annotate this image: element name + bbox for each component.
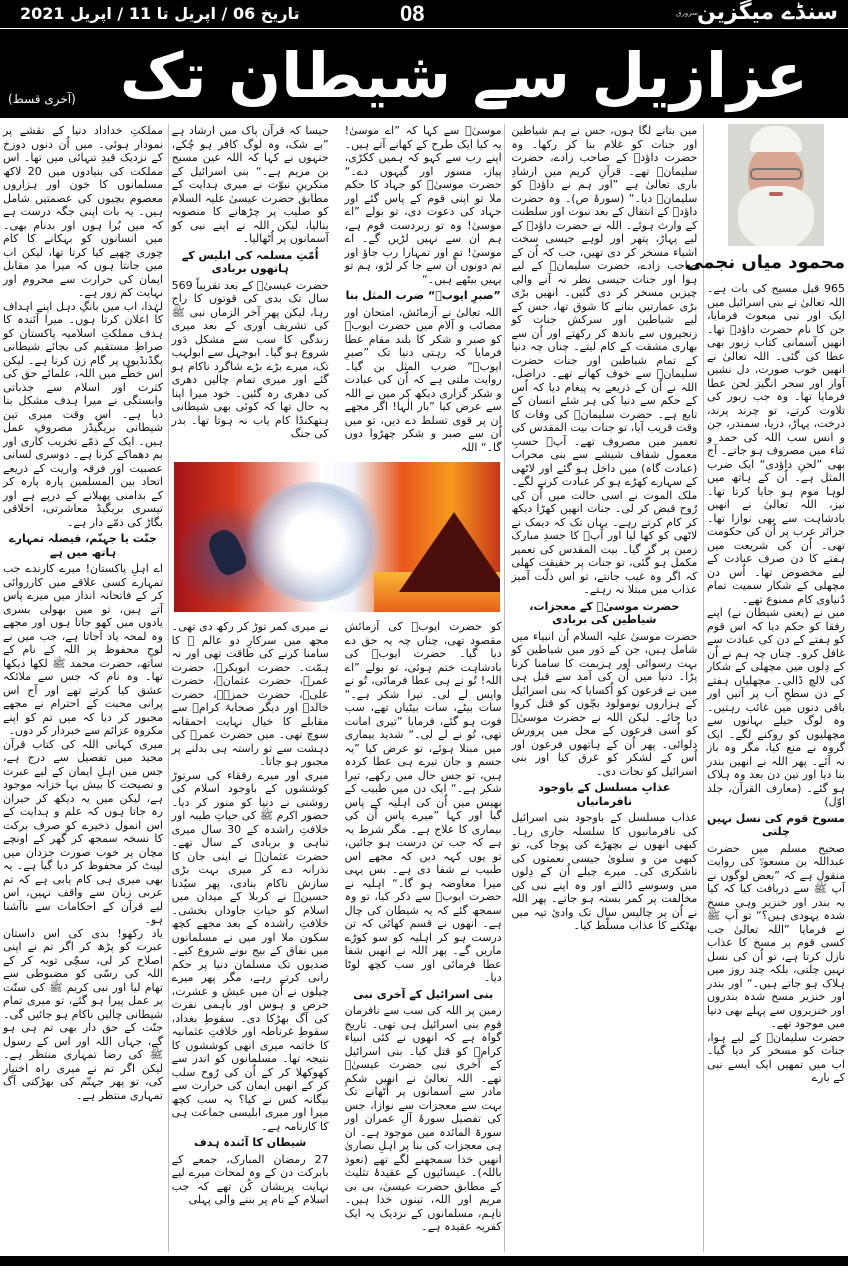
author-name: محمود میاں نجمی xyxy=(685,252,845,273)
page-number: 08 xyxy=(400,1,425,26)
author-mouth xyxy=(769,192,783,196)
article-column-2 xyxy=(504,124,704,1252)
publication-logo: سنڈے میگزین xyxy=(696,0,838,25)
paragraph: میری اور میرے رفقاء کی سرتوڑ کوششوں کے باوجود اسلام کی روشنی نے دنیا کو منور کر دیا۔ حضور اکرم ﷺ کی حیاتِ طیبہ اور خلافتِ راشدہ کے 30 سال میری تباہی و بربادی کے سال تھے۔ حضرت عثمانؓ نے اپنی جان کا نذرانہ دے کر میری بہت بڑی سازش ناکام بنادی، پھر سیّدنا حسینؓ نے کربلا کے میدان میں اسلام کو حیاتِ جاوداں بخشی۔ خلافتِ راشدہ کے بعد مجھے کچھ سکون ملا اور میں نے مسلمانوں میں نفاق کے بیج بونے شروع کیے۔ صدیوں تک مسلمان دنیا پر حکم رانی کرتے رہے، مگر پھر میرے چیلوں نے اُن میں عیش و عشرت، حرص و ہوس اور باہمی نفرت کی آگ بھڑکا دی۔ سقوطِ بغداد، سقوطِ غرناطہ اور خلافتِ عثمانیہ کا خاتمہ میری انھی کوششوں کا نتیجہ تھا۔ مسلمانوں کو اندر سے کھوکھلا کر کے اُن کی رُوح سلب کر کے انھیں ایمان کی حرارت سے بیگانہ کس نے کیا؟ یہ سب کچھ میرا اور میری ابلیسی جماعت ہی کا کارنامہ ہے۔ xyxy=(171,768,329,1133)
paragraph: 965 قبل مسیح کی بات ہے۔ اللہ تعالیٰ نے بنی اسرائیل میں ایک اور نبی مبعوث فرمایا، جن کا نام حضرت داؤدؑ تھا۔ انھیں آسمانی کتاب زبور بھی عطا کی گئی۔ اللہ تعالیٰ نے انھیں خوب صورت، دل نشیں آواز اور سحر انگیز لحن عطا فرمایا تھا۔ وہ جب زبور کی تلاوت کرتے، تو چرند پرند، درخت، پہاڑ، دریا، سمندر، جن و انس سب اللہ کی حمد و ثناء میں مصروف ہو جاتے۔ آج بھی ”لحنِ داؤدی“ ایک ضرب المثل ہے۔ اُن کے ہاتھ میں لوہا موم ہو جایا کرتا تھا۔ نیز، اللہ تعالیٰ نے انھیں بادشاہت سے بھی نوازا تھا۔ جزائر عرب پر اُن کی حکومت تھی۔ اُن کی شریعت میں ہفتے کا دن صرف عبادت کے لیے مخصوص تھا۔ اُس دن مچھلی کے شکار سمیت تمام دُنیاوی کام ممنوع تھے۔ xyxy=(706,282,845,606)
paragraph: زمین پر اللہ کی سب سے نافرمان قوم بنی اسرائیل ہی تھی۔ تاریخ گواہ ہے کہ انھوں نے کئی انبیاء کرامؑ کو قتل کیا۔ بنی اسرائیل کے آخری نبی حضرت عیسیٰؑ تھے۔ اللہ تعالیٰ نے انھیں شکمِ مادر سے آسمانوں پر اُٹھانے تک بہت سے معجزات سے نوازا، جس کی تفصیل سورۂ آلِ عمران اور سورۃ المائدہ میں موجود ہے۔ ان ہی معجزات کی بنا پر اہلِ نصاریٰ انھیں خدا سمجھنے لگے تھے (نعوذ باللہ)۔ عیسائیوں کے عقیدۂ تثلیث کے مطابق حضرت عیسیٰ، بی بی مریم اور اللہ، تینوں خدا ہیں۔ تاہم، مسلمانوں کے نزدیک یہ ایک کفریہ عقیدہ ہے۔ xyxy=(344,1004,502,1233)
subheading: حضرت موسیٰؑ کے معجزات، شیاطین کی بربادی xyxy=(529,599,680,626)
paragraph: حضرت سلیمانؑ کے لیے ہوا، جنات کو مسخر کر دیا گیا۔ اب میں تمھیں ایک ایسے نبی کے بارے xyxy=(706,1030,845,1084)
subheading: بنی اسرائیل کے آخری نبی xyxy=(353,987,494,1001)
author-cap xyxy=(750,126,802,152)
center-columns xyxy=(172,124,502,1252)
right-column xyxy=(685,124,845,1252)
paragraph: یاد رکھو! بدی کی اس داستان عبرت کو پڑھ کر اگر تم نے اپنی اصلاح کر لی، سچّی توبہ کر کے اللہ کی رسّی کو مضبوطی سے تھام لیا اور نبی کریم ﷺ کی سنّت پر عمل پیرا ہو گئے، تو میری تمام شیطانی چالیں ناکام ہو جائیں گی۔ جنّت کے حق دار بھی تم ہی ہو گے، جہاں اللہ اور اس کے رسول ﷺ کی رضا تمہاری منتظر ہے۔ لیکن اگر تم نے میری راہ اختیار کی، تو پھر جہنّم کی بھڑکتی آگ تمہاری منتظر ہے۔ xyxy=(3,926,163,1102)
subheading: مسوخ قوم کی نسل نہیں چلتی xyxy=(706,811,845,838)
section-label: سرورق xyxy=(676,9,698,17)
paragraph: اللہ تعالیٰ نے آزمائش، امتحان اور مصائب و آلام میں حضرت ایوبؑ کو صبر و شکر کا بلند مقام عطا فرمایا کہ رہتی دنیا تک ”صبرِ ایوبؑ“ ضرب المثل بن گیا۔ روایت ملتی ہے کہ اُن کی عبادت و شکر گزاری دیکھ کر میں نے اللہ سے عرض کیا ”بار الٰہا! اگر مجھے ان پر قوی تسلط دے دیں، تو میں اُن سے صبر و شکر چھڑوا دوں گا۔“ اللہ xyxy=(344,305,502,454)
issue-date: تاریخ 06 / اپریل تا 11 / اپریل 2021 xyxy=(20,4,300,23)
article-column-1 xyxy=(707,282,845,1085)
article-body xyxy=(0,118,848,1252)
article-title: عزازیل سے شیطان تک xyxy=(119,39,808,112)
paragraph: صحیح مسلم میں حضرت عبداللہ بن مسعودؓ کی روایت منقول ہے کہ ”بعض لوگوں نے آپ ﷺ سے دریافت کیا کہ کیا یہ بندر اور خنزیر وہی مسخ شدہ یہودی ہیں؟“ تو آپ ﷺ نے فرمایا ”اللہ تعالیٰ جب کسی قوم پر مسخ کا عذاب نازل کرتا ہے، تو اُن کی نسل نہیں چلتی، بلکہ چند روز میں ہلاک ہو جاتے ہیں۔“ اور بندر اور خنزیر مسخ شدہ بندروں اور خنزیروں سے پہلے بھی دنیا میں موجود تھے۔ xyxy=(706,841,845,1030)
paragraph: مملکتِ خداداد دنیا کے نقشے پر نمودار ہوئی۔ میں اُن دنوں دوزخ کے نزدیک قیدِ تنہائی میں تھا۔ اس مملکت کی بنیادوں میں 20 لاکھ مسلمانوں کا خون اور ہزاروں معصوم بچیوں کی عصمتیں شامل ہیں۔ یہ بات اپنی جگہ درست ہے کہ میں بُرا ہوں اور بدنام بھی۔ میں انسانوں کو بہکانے کا کام چوری چھپے کیا کرتا تھا، لیکن اب میں جانتا ہوں کہ میرا مدِ مقابل ایمان کی حرارت سے محروم اور نہایت کم زور ہے۔ xyxy=(3,124,163,299)
article-column-4-top xyxy=(172,124,329,454)
paragraph: نے میری کمر توڑ کر رکھ دی تھی۔ مجھ میں سرکارِ دو عالم ﷺ کا سامنا کرنے کی طاقت تھی اور نہ ہمّت۔ حضرت ابوبکرؓ، حضرت عمرؓ، حضرت عثمانؓ، حضرت علیؓ، حضرت حمزہؓ، حضرت خالدؓ اور دیگر صحابۂ کرامؓ سے مقابلے کا خیال نہایت احمقانہ سوچ تھی۔ میں حضرت عمرؓ کی دہشت سے تو راستہ ہی بدلنے پر مجبور ہو جاتا۔ xyxy=(171,620,329,768)
masthead-strip xyxy=(0,0,848,29)
article-column-3-bottom xyxy=(345,620,502,1234)
volcano xyxy=(399,512,500,592)
subheading: اُمّتِ مسلمہ کی ابلیس کے ہاتھوں بربادی xyxy=(181,248,319,275)
subheading: عذابِ مسلسل کے باوجود نافرمانیاں xyxy=(538,781,671,808)
paragraph: کو حضرت ایوبؑ کی آزمائش مقصود تھی، چناں چہ یہ حق دے دیا گیا۔ حضرت ایوبؑ کی بادشاہت ختم ہوئی، تو بولے ”اے اللہ! تُو نے ہی عطا فرمائی، تُو نے واپس لے لی۔ تیرا شکر ہے۔“ سات بیٹے، سات بیٹیاں تھے، سب فوت ہو گئے، فرمایا ”تیری امانت تھی، تُو نے لے لی۔“ شدید بیماری میں مبتلا ہوئے، تو عرض کیا ”یہ جسم و جان تیرے ہی عطا کردہ ہیں، تو جس حال میں رکھے، تیرا شکر ہے۔“ ایک دن میں طبیب کے بھیس میں اُن کی اہلیہ کے پاس گیا اور کہا ”میرے پاس اُن کی بیماری کا علاج ہے۔ مگر شرط یہ ہے کہ جب تن درست ہو جائیں، تو یوں کہہ دیں کہ مجھے اس طبیب نے شفا دی ہے۔ بس یہی میرا معاوضہ ہو گا۔“ اہلیہ نے حضرت ایوبؑ سے ذکر کیا، تو وہ سمجھ گئے کہ یہ شیطان کی چال ہے۔ انھوں نے قسم کھائی کہ تن درست ہو کر اہلیہ کو سو کوڑے ماریں گے۔ پھر اللہ نے انھیں شفا عطا فرمائی اور سب کچھ لوٹا دیا۔ xyxy=(344,620,502,984)
subheading: ”صبرِ ایوبؑ“ ضرب المثل بنا xyxy=(345,289,501,302)
subheading: شیطان کا آئندہ ہدف xyxy=(193,1136,307,1149)
paragraph: حضرت عیسیٰؑ کے بعد تقریباً 569 سال تک بدی کی قوتوں کا راج رہا، لیکن پھر آخر الزماں نبی ﷺ کی تشریف آوری کے بعد میری زندگی کا سب سے مشکل دَور شروع ہو گیا۔ ابوجہل سے ابولہب تک، میرے بڑے بڑے شاگرد ناکام ہو گئے اور میری تمام چالیں دھری کی دھری رہ گئیں۔ خود میرا اپنا یہ حال تھا کہ کوئی بھی شیطانی ہتھکنڈا کام یاب نہ ہوتا تھا۔ بدر کی جنگ xyxy=(171,278,329,440)
paragraph: 27 رمضان المبارک، جمعے کے بابرکت دن کے وہ لمحات میرے لیے نہایت پریشان کُن تھے کہ جب اسلام کے نام پر بننے والی پہلی xyxy=(171,1152,329,1206)
light-glow xyxy=(244,482,384,602)
paragraph: میں بتانے لگا ہوں، جس نے ہم شیاطین اور جنات کو غلام بنا کر رکھا۔ وہ حضرت داؤدؑ کے صاحب زادے، حضرت سلیمانؑ تھے۔ قرآنِ کریم میں ارشادِ باری تعالیٰ ہے ”اور ہم نے داؤدؑ کو سلیمانؑ دیا۔“ (سورۂ ص)۔ وہ حضرت داؤدؑ کے انتقال کے بعد نبوت اور سلطنت کے وارث ہوئے۔ اللہ نے حضرت داؤدؑ کے لیے پہاڑ، پتھر اور لوہے جیسی سخت اشیاء مسخر کر دی تھیں، جب کہ اُن کے صاحب زادے، حضرت سلیمانؑ کے لیے ہوا اور جنات جیسی نظر نہ آنے والی چیزیں مسخر کر دی گئیں۔ انھیں بڑی بڑی عمارتیں بنانے کا شوق تھا، جس کے لیے شیاطین اور سرکش جنات کو زنجیروں سے باندھ کر رکھتے اور اُن سے بھاری مشقت کے کام لیتے۔ چناں چہ دنیا کے تمام شیاطین اور جنات حضرت سلیمانؑ سے خوف کھاتے تھے۔ دراصل، اللہ نے اُن کے ذریعے یہ پیغام دیا کہ اُس کے حکم سے دنیا کی ہر شئے انسان کے تابع ہے۔ حضرت سلیمانؑ کی وفات کا وقت قریب آیا، تو جنات بیت المقدس کی تعمیر میں مصروف تھے۔ آپؑ حسبِ معمول شفاف شیشے سے بنی محراب (عبادت گاہ) میں داخل ہو گئے اور لاٹھی کے سہارے کھڑے ہو کر عبادت کرنے لگے۔ ملک الموت نے اسی حالت میں اُن کی رُوح قبض کر لی۔ جنات انھیں کھڑا دیکھ کر کام کرتے رہے۔ یہاں تک کہ دیمک نے لاٹھی کو کھا لیا اور آپؑ کا جسدِ مبارک زمین پر گر گیا۔ بیت المقدس کی تعمیر مکمل ہو گئی، تو جنات پر حقیقت کھلی کہ اگر وہ غیب جانتے، تو اس ذلّت آمیز عذاب میں مبتلا نہ رہتے۔ xyxy=(511,124,698,596)
article-column-4-bottom xyxy=(172,620,329,1234)
center-top-columns xyxy=(172,124,502,454)
footer-bar xyxy=(0,1256,848,1266)
subheading: جنّت یا جہنّم، فیصلہ تمہارے ہاتھ میں ہے xyxy=(9,532,157,559)
article-subtitle: (آخری قسط) xyxy=(8,92,76,106)
paragraph: جیسا کہ قرآن پاک میں ارشاد ہے ”بے شک، وہ لوگ کافر ہو چُکے، جنہوں نے کہا کہ اللہ عین مسیح بن مریم ہے۔“ بنی اسرائیل کے منکرینِ نبوّت نے میری ہدایت کے مطابق حضرت عیسیٰ علیہ السلام کو صلیب پر چڑھانے کا منصوبہ بنالیا، لیکن اللہ نے اپنے نبی کو آسمانوں پر اُٹھالیا۔ xyxy=(171,124,329,245)
headline-band xyxy=(0,29,848,118)
paragraph: میری کہانی اللہ کی کتاب قرآن مجید میں تفصیل سے درج ہے، جس میں اہلِ ایمان کے لیے عبرت و نصیحت کا بیش بہا خزانہ موجود ہے، لیکن میں یہ دیکھ کر حیران رہ جاتا ہوں کہ علم و ہدایت کے اس انمول ذخیرے کو صرف برکت کا نسخہ سمجھ کر گھر کے اونچے مچان پر خوب صورت جزدان میں لپیٹ کر محفوظ کر دیا گیا ہے۔ یہ بھی میری ہی کام یابی ہے کہ تم عربی زبان سے واقف نہیں، اس لیے قرآن کے احکامات سے ناآشنا ہو۔ xyxy=(3,737,163,926)
center-bottom-columns xyxy=(172,620,502,1234)
paragraph: حضرت موسیٰ علیہ السلام اُن انبیاء میں شامل ہیں، جن کے دَور میں شیاطین کو بہت رسوائی اور ہزیمت کا سامنا کرنا پڑا۔ دنیا میں اُن کی آمد سے قبل ہی میں نے فرعون کو اُکسایا کہ بنی اسرائیل کے ہزاروں نومولود بچّوں کو قتل کروا دیا جائے۔ لیکن اللہ نے حضرت موسیٰؑ کو اُسی فرعون کے محل میں پرورش دلوائی۔ پھر اُن کے ہاتھوں فرعون اور اُس کے لشکر کو غرق کیا اور بنی اسرائیل کو نجات دی۔ xyxy=(511,629,698,778)
article-column-3-top xyxy=(345,124,502,454)
paragraph: میں نے (یعنی شیطان نے) اپنے رفقا کو حکم دیا کہ اس قوم کو ہفتے کے دن کی عبادت سے غافل کرو۔ چناں چہ ہم نے اُن کے دِلوں میں مچھلی کے شکار کی لالچ ڈالی۔ مچھلیاں ہفتے کے دن سطحِ آب پر آتیں اور باقی دنوں میں غائب رہتیں۔ وہ لوگ حیلے بہانوں سے مچھلیوں کو روکنے لگے۔ ایک گروہ نے منع کیا، مگر وہ باز نہ آئے۔ پھر اللہ نے انھیں بندر بنا دیا اور تین دن بعد وہ ہلاک ہو گئے۔ (معارف القرآن، جلد اوّل) xyxy=(706,606,845,808)
paragraph: لہٰذا، اب میں بانگِ دہل اپنے اہداف کا اعلان کرتا ہوں۔ میرا آئندہ کا ہدف مملکتِ اسلامیہ پاکستان کو صراطِ مستقیم کی بجائے شیطانی پگڈنڈیوں پر گام زن کرنا ہے۔ لیکن اس خطّے میں اللہ، علمائے حق کی کثرت اور اسلام سے جذباتی وابستگی نے میرا ہدف مشکل بنا دیا ہے۔ اس وقت میری تین شیطانی بریگیڈز مصروفِ عمل ہیں۔ ایک کے ذمّے تخریب کاری اور بم دھماکے کرنا ہے۔ دوسری لسانی عصبیت اور فرقہ واریت کے ذریعے اتحاد بین المسلمین پارہ پارہ کر کے بدامنی پھیلانے کے درپے ہے اور تیسری بریگیڈ معاشرتی، اخلاقی بگاڑ کی ذمّے دار ہے۔ xyxy=(3,299,163,529)
article-column-5 xyxy=(3,124,169,1252)
hellfire-illustration xyxy=(174,462,500,612)
author-photo xyxy=(728,124,824,246)
paragraph: موسیٰؑ سے کہا کہ ”اے موسیٰ! یہ کیا ایک طرح کے کھانے آتے ہیں۔ اپنے رب سے کہو کہ ہمیں ککڑی، پیاز، مسور اور گیہوں دے۔“ حضرت موسیٰؑ کو جہاد کا حکم ملا تو اپنی قوم کے پاس گئے اور جہاد کی دعوت دی، تو بولے ”اے موسیٰ! وہ تو زبردست قوم ہے، ہم ان سے نہیں لڑیں گے۔ اے موسیٰ! تم اور تمہارا رب جاؤ اور تم دونوں اُن سے جا کر لڑو، ہم تو یہیں بیٹھے ہیں۔“ xyxy=(344,124,502,286)
author-glasses xyxy=(750,168,802,180)
paragraph: عذاب مسلسل کے باوجود بنی اسرائیل کی نافرمانیوں کا سلسلہ جاری رہا۔ کبھی انھوں نے بچھڑے کی پوجا کی، تو کبھی من و سلویٰ جیسی نعمتوں کی ناشکری کی۔ میرے چیلے اُن کے دِلوں میں وسوسے ڈالتے اور وہ اپنے نبی کی مخالفت پر کمر بستہ ہو جاتے۔ پھر اللہ نے اُن پر چالیس سال تک وادیٔ تیہ میں بھٹکنے کا عذاب مسلّط کیا۔ xyxy=(511,811,698,932)
paragraph: اے اہلِ پاکستان! میرے کارندے جب تمہارے کسی علاقے میں کارروائی کر کے فاتحانہ انداز میں میرے پاس آتے ہیں، تو میں بھولی بسری یادوں میں کھو جاتا ہوں اور مجھے وہ لمحہ یاد آجاتا ہے، جب میں نے لوحِ محفوظ پر اللہ کے نام کے ساتھ، حضرت محمد ﷺ لکھا دیکھا تھا۔ وہ نام کہ جس سے ملائکہ عشق کیا کرتے تھے اور آج اس پرانی محبت کے احترام نے مجھے مجبور کر دیا کہ میں تم کو اپنے مکروہ عزائم سے خبردار کر دوں۔ xyxy=(3,562,163,737)
